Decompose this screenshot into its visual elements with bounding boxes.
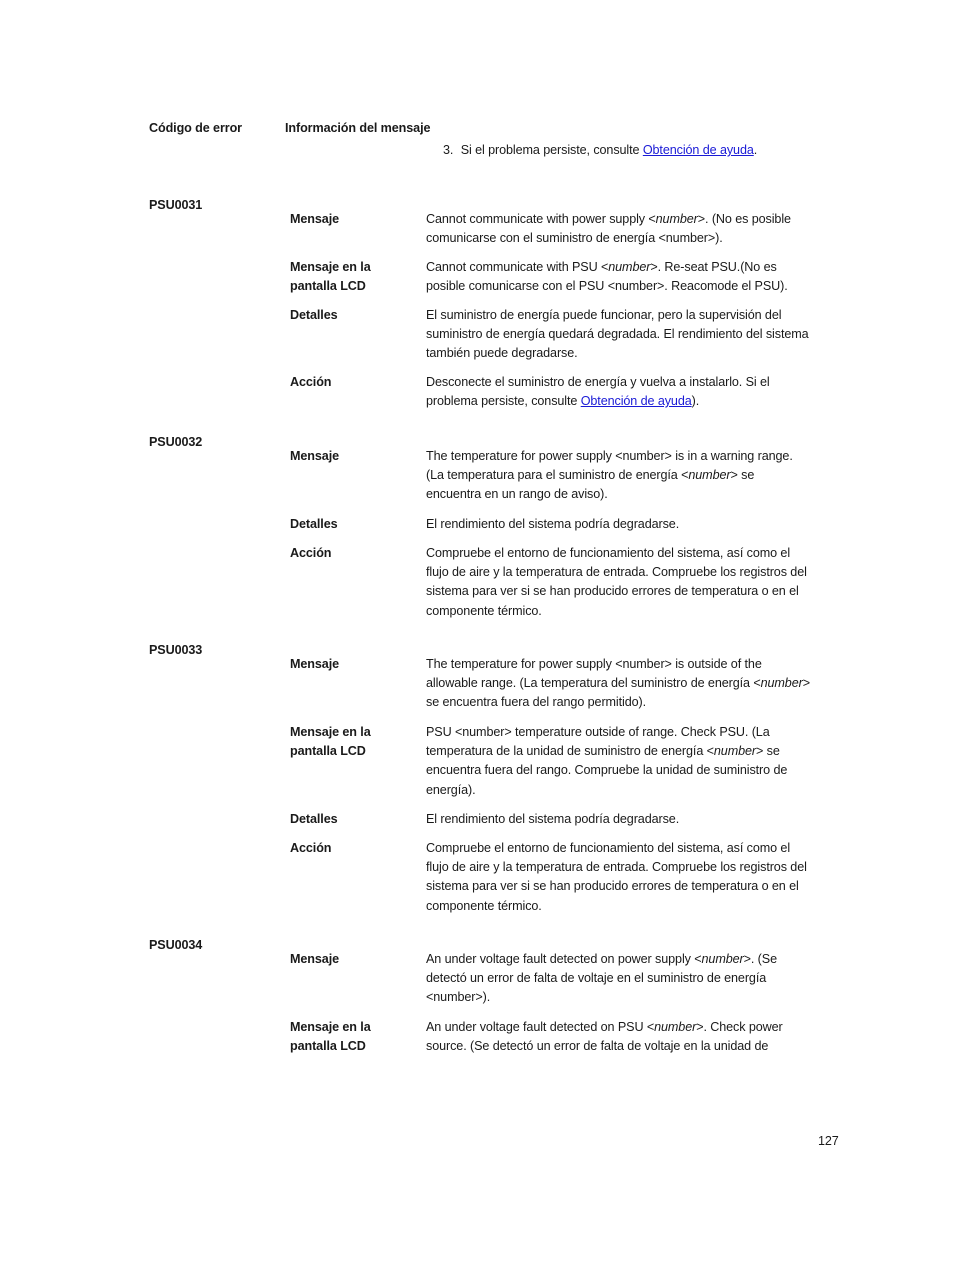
text-segment: PSU <number> temperature outside of range. Check PSU. (La <box>426 725 770 739</box>
field-value <box>426 258 788 296</box>
value-line <box>426 655 810 674</box>
text-segment: >. Re-seat PSU.(No es <box>650 260 777 274</box>
value-line <box>426 877 807 896</box>
field-label-line: Mensaje en la <box>290 260 371 274</box>
field-value <box>426 723 787 800</box>
step-number: 3. <box>443 143 454 157</box>
value-line <box>426 810 679 829</box>
field-label-line: pantalla LCD <box>290 1039 366 1054</box>
value-line <box>426 723 787 742</box>
field-value <box>426 1018 783 1056</box>
value-line <box>426 674 810 693</box>
text-segment: flujo de aire y la temperatura de entrada. Compruebe los registros del <box>426 565 807 580</box>
field-label: Acción <box>290 841 332 855</box>
text-segment: encuentra en un rango de aviso). <box>426 487 608 502</box>
text-segment: >. Check power <box>696 1020 783 1034</box>
text-segment: Cannot communicate with PSU < <box>426 260 609 274</box>
value-line <box>426 392 770 411</box>
field-value <box>426 306 809 364</box>
placeholder-text: number <box>654 1020 697 1034</box>
help-link[interactable]: Obtención de ayuda <box>580 394 692 409</box>
field-label: Mensaje <box>290 657 339 671</box>
value-line <box>426 306 809 325</box>
page-number: 127 <box>818 1134 839 1148</box>
field-value <box>426 210 791 248</box>
value-line <box>426 969 777 988</box>
error-code: PSU0031 <box>149 198 203 212</box>
help-link[interactable]: Obtención de ayuda <box>642 143 754 157</box>
text-segment: The temperature for power supply <number> is in a warning range. <box>426 449 793 463</box>
field-label: Mensaje <box>290 449 339 463</box>
placeholder-text: number <box>701 952 744 966</box>
text-segment: Compruebe el entorno de funcionamiento del sistema, así como el <box>426 841 791 855</box>
text-segment: El suministro de energía puede funcionar, pero la supervisión del <box>426 308 782 322</box>
text-segment: source. (Se detectó un error de falta de voltaje en la unidad de <box>426 1039 769 1054</box>
value-line <box>426 742 787 761</box>
value-line <box>426 1037 783 1056</box>
value-line <box>426 485 793 504</box>
value-line <box>426 858 807 877</box>
text-segment: >. (Se <box>743 952 777 966</box>
value-line <box>426 544 807 563</box>
text-segment: Compruebe el entorno de funcionamiento del sistema, así como el <box>426 546 791 560</box>
text-segment: El rendimiento del sistema podría degradarse. <box>426 812 680 826</box>
value-line <box>426 258 788 277</box>
step-text: Si el problema persiste, consulte <box>460 143 643 157</box>
field-label: Detalles <box>290 517 338 531</box>
text-segment: Cannot communicate with power supply < <box>426 212 656 226</box>
column-header-message-info: Información del mensaje <box>285 121 431 135</box>
value-line <box>426 277 788 296</box>
error-code: PSU0032 <box>149 435 203 449</box>
text-segment: An under voltage fault detected on power supply < <box>426 952 702 966</box>
error-code: PSU0034 <box>149 938 203 952</box>
value-line <box>426 563 807 582</box>
text-segment: >. (No es posible <box>697 212 791 226</box>
field-label: Detalles <box>290 812 338 826</box>
text-segment: > se <box>756 744 780 759</box>
field-label: Mensaje <box>290 952 339 966</box>
text-segment: El rendimiento del sistema podría degradarse. <box>426 517 680 531</box>
text-segment: problema persiste, consulte <box>426 394 581 409</box>
placeholder-text: number <box>713 744 756 759</box>
field-label: Acción <box>290 375 332 389</box>
text-segment: encuentra fuera del rango. Compruebe la unidad de suministro de <box>426 763 788 778</box>
value-line <box>426 325 809 344</box>
placeholder-text: number <box>608 260 651 274</box>
field-value <box>426 839 807 916</box>
text-segment: <number>). <box>426 990 491 1005</box>
value-line <box>426 839 807 858</box>
text-segment: componente térmico. <box>426 898 542 913</box>
text-segment: posible comunicarse con el PSU <number>. Reacomode el PSU). <box>426 279 788 294</box>
field-label-line: pantalla LCD <box>290 744 366 759</box>
text-segment: (La temperatura para el suministro de energía < <box>426 468 689 483</box>
value-line <box>426 210 791 229</box>
field-value <box>426 373 770 411</box>
column-header-error-code: Código de error <box>149 121 242 135</box>
value-line <box>426 781 787 800</box>
field-label <box>290 1018 371 1056</box>
value-line <box>426 988 777 1007</box>
text-segment: temperatura de la unidad de suministro de energía < <box>426 744 714 759</box>
value-line <box>426 447 793 466</box>
text-segment: allowable range. (La temperatura del suministro de energía < <box>426 676 761 691</box>
field-label: Acción <box>290 546 332 560</box>
field-label: Mensaje <box>290 212 339 226</box>
field-label-line: pantalla LCD <box>290 279 366 294</box>
field-value <box>426 810 679 829</box>
value-line <box>426 693 810 712</box>
continuation-step <box>443 143 757 157</box>
field-label <box>290 258 371 296</box>
field-value <box>426 515 679 534</box>
placeholder-text: number <box>655 212 698 226</box>
text-segment: detectó un error de falta de voltaje en el suministro de energía <box>426 971 767 986</box>
value-line <box>426 515 679 534</box>
text-segment: componente térmico. <box>426 603 542 618</box>
value-line <box>426 897 807 916</box>
placeholder-text: number <box>760 676 803 691</box>
text-segment: sistema para ver si se han producido errores de temperatura o en el <box>426 879 799 894</box>
text-segment: An under voltage fault detected on PSU < <box>426 1020 655 1034</box>
text-segment: se encuentra fuera del rango permitido). <box>426 695 647 710</box>
field-value <box>426 544 807 621</box>
value-line <box>426 582 807 601</box>
text-segment: energía). <box>426 782 476 797</box>
text-segment: comunicarse con el suministro de energía <number>). <box>426 231 723 246</box>
value-line <box>426 950 777 969</box>
text-segment: suministro de energía quedará degradada. El rendimiento del sistema <box>426 327 809 342</box>
field-label: Detalles <box>290 308 338 322</box>
field-value <box>426 655 810 713</box>
field-label-line: Mensaje en la <box>290 725 371 739</box>
value-line <box>426 761 787 780</box>
field-label-line: Mensaje en la <box>290 1020 371 1034</box>
text-segment: The temperature for power supply <number> is outside of the <box>426 657 762 671</box>
text-segment: > se <box>730 468 755 483</box>
field-label <box>290 723 371 761</box>
value-line <box>426 602 807 621</box>
text-segment: > <box>802 676 810 691</box>
text-segment: también puede degradarse. <box>426 346 578 361</box>
field-value <box>426 447 793 505</box>
step-end: . <box>753 143 758 157</box>
field-value <box>426 950 777 1008</box>
value-line <box>426 1018 783 1037</box>
text-segment: flujo de aire y la temperatura de entrada. Compruebe los registros del <box>426 860 807 875</box>
value-line <box>426 373 770 392</box>
value-line <box>426 344 809 363</box>
text-segment: Desconecte el suministro de energía y vuelva a instalarlo. Si el <box>426 375 770 389</box>
value-line <box>426 466 793 485</box>
text-segment: ). <box>691 394 700 409</box>
placeholder-text: number <box>688 468 731 483</box>
value-line <box>426 229 791 248</box>
text-segment: sistema para ver si se han producido errores de temperatura o en el <box>426 584 799 599</box>
error-code: PSU0033 <box>149 643 203 657</box>
